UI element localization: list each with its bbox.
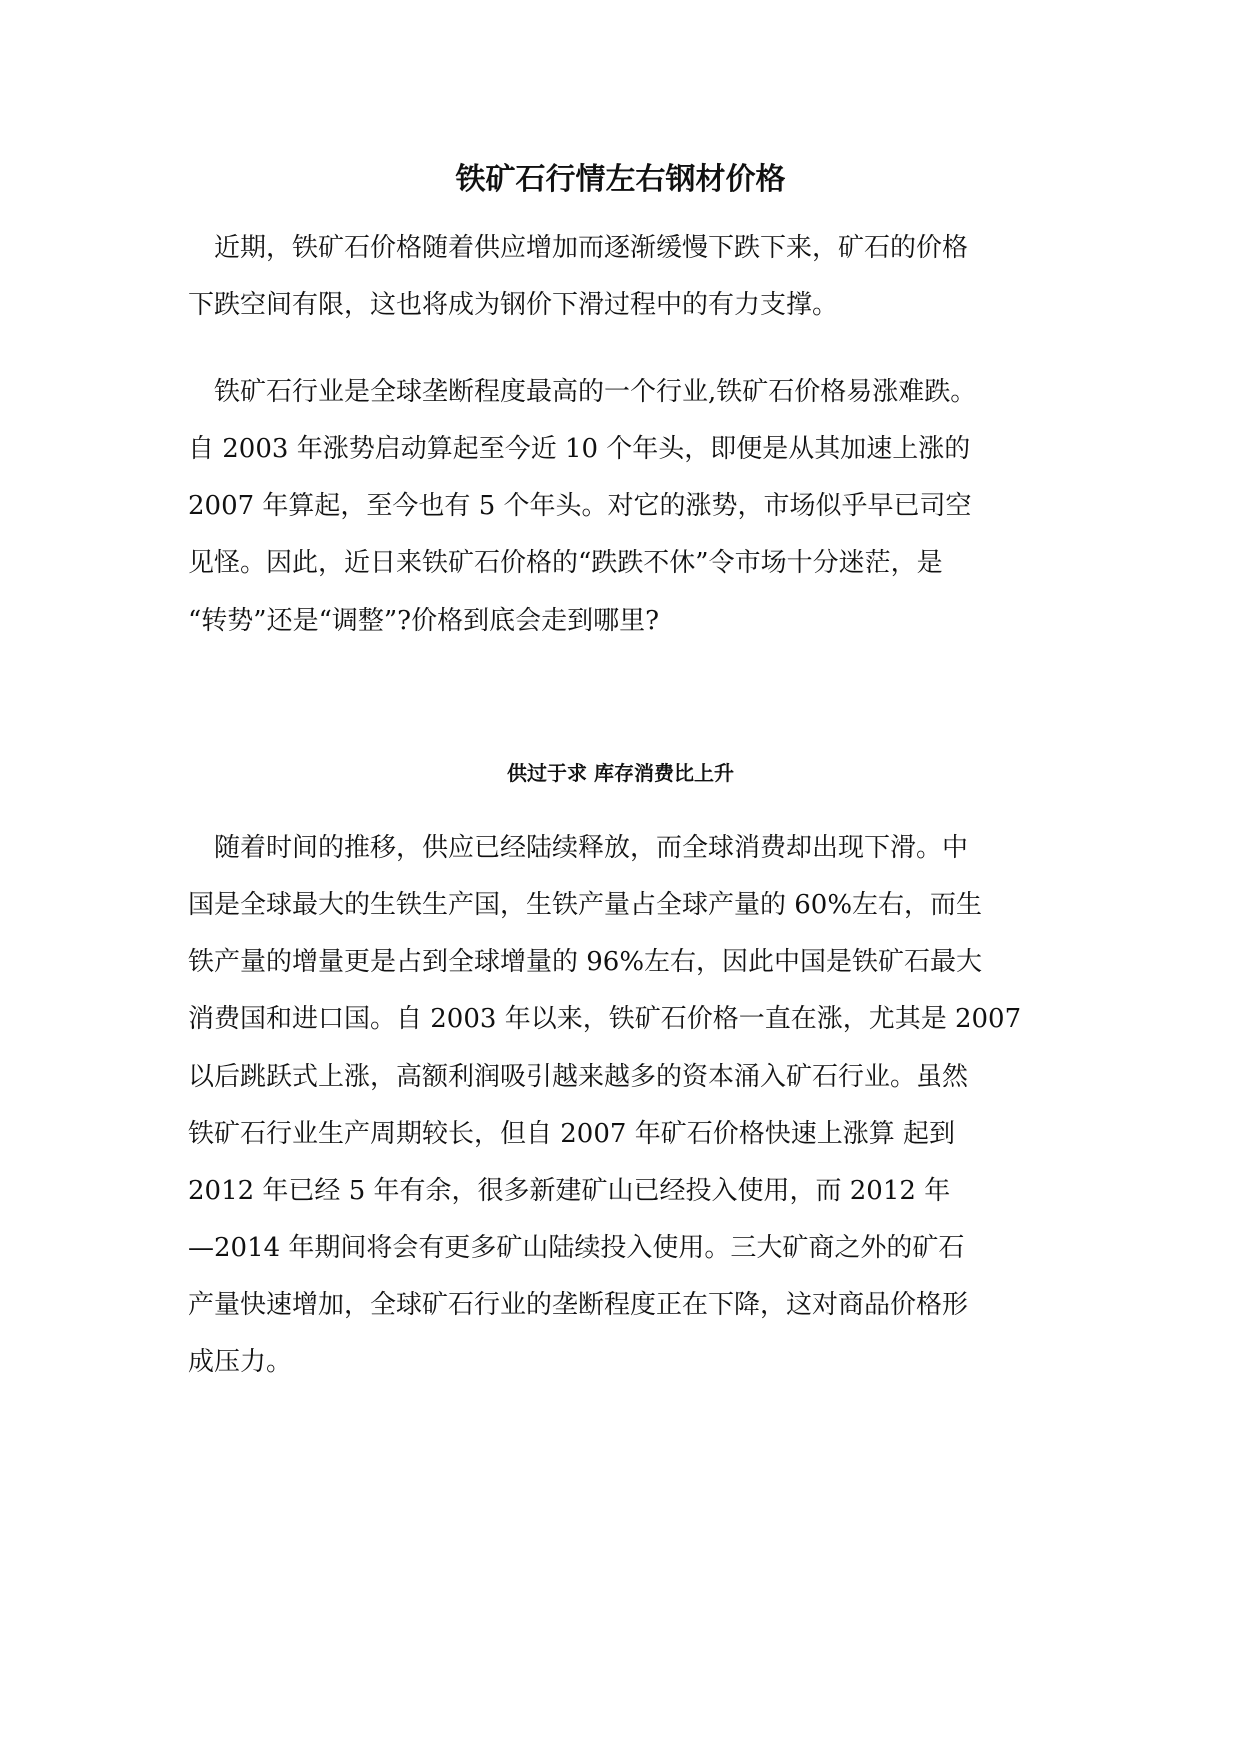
paragraph-line: “转势”还是“调整”?价格到底会走到哪里? [188,606,660,636]
paragraph-line: 见怪。因此，近日来铁矿石价格的“跌跌不休”令市场十分迷茫，是 [188,548,943,578]
paragraph-line: 国是全球最大的生铁生产国，生铁产量占全球产量的 60%左右，而生 [188,890,983,920]
paragraph-line: 消费国和进口国。自 2003 年以来，铁矿石价格一直在涨，尤其是 2007 [188,1004,1022,1034]
paragraph-line: —2014 年期间将会有更多矿山陆续投入使用。三大矿商之外的矿石 [188,1233,965,1263]
paragraph-line: 铁产量的增量更是占到全球增量的 96%左右，因此中国是铁矿石最大 [188,947,983,977]
paragraph-line: 自 2003 年涨势启动算起至今近 10 个年头，即便是从其加速上涨的 [188,434,971,464]
paragraph-line: 铁矿石行业生产周期较长，但自 2007 年矿石价格快速上涨算 起到 [188,1119,955,1149]
paragraph-line: 近期，铁矿石价格随着供应增加而逐渐缓慢下跌下来，矿石的价格 [214,233,969,263]
paragraph-line: 以后跳跃式上涨，高额利润吸引越来越多的资本涌入矿石行业。虽然 [188,1062,969,1092]
paragraph-line: 铁矿石行业是全球垄断程度最高的一个行业,铁矿石价格易涨难跌。 [214,377,977,407]
paragraph-line: 成压力。 [188,1347,293,1377]
paragraph-line: 2012 年已经 5 年有余，很多新建矿山已经投入使用，而 2012 年 [188,1176,951,1206]
paragraph-line: 随着时间的推移，供应已经陆续释放，而全球消费却出现下滑。中 [214,833,969,863]
paragraph-line: 产量快速增加，全球矿石行业的垄断程度正在下降，这对商品价格形 [188,1290,969,1320]
paragraph-line: 下跌空间有限，这也将成为钢价下滑过程中的有力支撑。 [188,290,839,320]
paragraph-line: 2007 年算起，至今也有 5 个年头。对它的涨势，市场似乎早已司空 [188,491,972,521]
section-heading: 供过于求 库存消费比上升 [507,761,734,785]
document-title: 铁矿石行情左右钢材价格 [455,162,786,197]
